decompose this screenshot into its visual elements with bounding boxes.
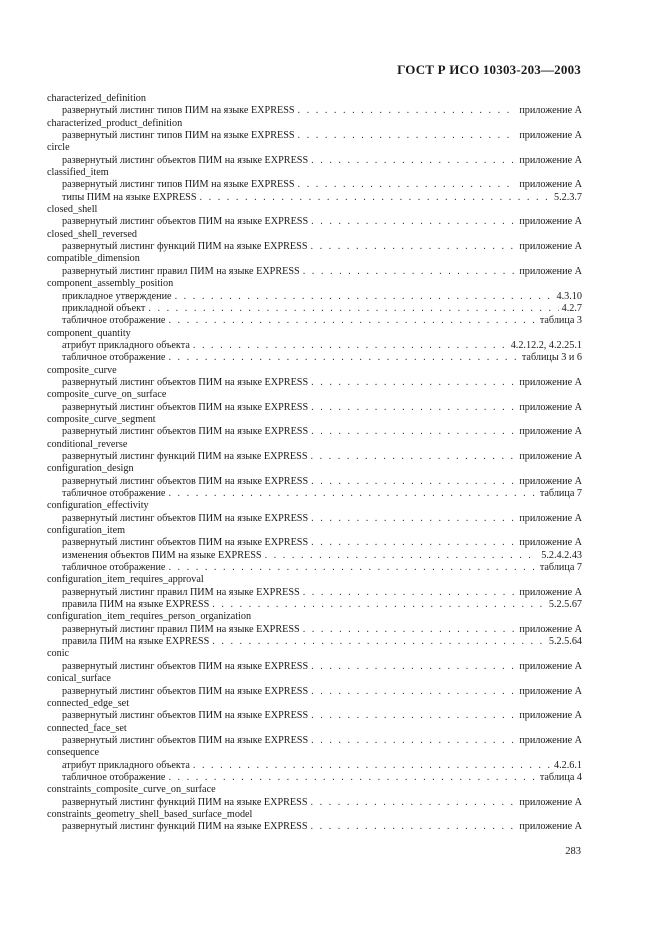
index-term: consequence <box>47 747 100 759</box>
entry-reference: 5.2.4.2.43 <box>541 549 582 561</box>
dot-leader <box>168 488 536 500</box>
index-entry <box>47 241 582 253</box>
index-entry <box>47 710 582 722</box>
entry-label: табличное отображение <box>62 315 166 327</box>
entry-label: табличное отображение <box>62 562 166 574</box>
subject-index <box>47 93 582 834</box>
index-term: constraints_geometry_shell_based_surface_model <box>47 808 253 820</box>
index-term: component_quantity <box>47 327 131 339</box>
dot-leader <box>310 821 516 833</box>
entry-reference: приложение А <box>519 376 582 388</box>
entry-label: атрибут прикладного объекта <box>62 759 190 771</box>
dot-leader <box>311 377 516 389</box>
index-term: configuration_item_requires_approval <box>47 574 204 586</box>
dot-leader <box>311 402 516 414</box>
entry-reference: 5.2.5.64 <box>548 636 582 648</box>
dot-leader <box>175 291 554 303</box>
index-term: configuration_design <box>47 463 134 475</box>
dot-leader <box>298 179 517 191</box>
dot-leader <box>148 303 558 315</box>
index-term: compatible_dimension <box>47 253 140 265</box>
index-entry <box>47 192 582 204</box>
index-entry <box>47 537 582 549</box>
entry-reference: приложение А <box>519 537 582 549</box>
dot-leader <box>298 130 517 142</box>
index-entry <box>47 105 582 117</box>
index-entry <box>47 636 582 648</box>
index-entry <box>47 735 582 747</box>
index-term: closed_shell_reversed <box>47 228 137 240</box>
index-term: constraints_composite_curve_on_surface <box>47 784 216 796</box>
entry-label: развернутый листинг типов ПИМ на языке EXPRESS <box>62 179 295 191</box>
index-term: component_assembly_position <box>47 278 174 290</box>
entry-reference: приложение А <box>519 475 582 487</box>
index-entry <box>47 352 582 364</box>
index-term: closed_shell <box>47 204 98 216</box>
index-term: characterized_product_definition <box>47 117 183 129</box>
dot-leader <box>311 686 516 698</box>
dot-leader <box>311 710 516 722</box>
entry-reference: приложение А <box>519 821 582 833</box>
entry-reference: 5.2.5.67 <box>548 599 582 611</box>
entry-reference: таблица 3 <box>539 315 582 327</box>
index-entry <box>47 587 582 599</box>
entry-label: типы ПИМ на языке EXPRESS <box>62 191 197 203</box>
entry-reference: таблицы 3 и 6 <box>521 352 582 364</box>
dot-leader <box>311 513 516 525</box>
page-number: 283 <box>565 846 581 857</box>
index-entry <box>47 797 582 809</box>
index-entry <box>47 821 582 833</box>
entry-label: прикладной объект <box>62 302 146 314</box>
entry-label: развернутый листинг функций ПИМ на языке EXPRESS <box>62 450 308 462</box>
entry-label: правила ПИМ на языке EXPRESS <box>62 636 210 648</box>
entry-reference: 4.2.7 <box>561 302 582 314</box>
entry-label: табличное отображение <box>62 352 166 364</box>
entry-label: развернутый листинг правил ПИМ на языке EXPRESS <box>62 586 300 598</box>
entry-label: развернутый листинг объектов ПИМ на языке EXPRESS <box>62 660 309 672</box>
dot-leader <box>303 624 517 636</box>
dot-leader <box>311 216 516 228</box>
entry-reference: 5.2.3.7 <box>553 191 582 203</box>
index-entry <box>47 624 582 636</box>
entry-label: развернутый листинг функций ПИМ на языке EXPRESS <box>62 241 308 253</box>
index-term: connected_face_set <box>47 722 127 734</box>
index-term: conic <box>47 648 70 660</box>
dot-leader <box>168 315 536 327</box>
entry-reference: таблица 4 <box>539 771 582 783</box>
index-entry <box>47 476 582 488</box>
index-entry <box>47 179 582 191</box>
entry-reference: 4.3.10 <box>556 290 582 302</box>
entry-label: развернутый листинг объектов ПИМ на языке EXPRESS <box>62 685 309 697</box>
entry-reference: приложение А <box>519 710 582 722</box>
dot-leader <box>311 735 516 747</box>
entry-reference: приложение А <box>519 105 582 117</box>
index-term: composite_curve <box>47 364 117 376</box>
entry-reference: приложение А <box>519 734 582 746</box>
dot-leader <box>303 587 517 599</box>
dot-leader <box>168 562 536 574</box>
dot-leader <box>212 599 546 611</box>
entry-reference: приложение А <box>519 426 582 438</box>
entry-label: развернутый листинг объектов ПИМ на языке EXPRESS <box>62 216 309 228</box>
entry-label: правила ПИМ на языке EXPRESS <box>62 599 210 611</box>
index-entry <box>47 426 582 438</box>
entry-label: развернутый листинг правил ПИМ на языке EXPRESS <box>62 265 300 277</box>
dot-leader <box>311 155 516 167</box>
entry-reference: таблица 7 <box>539 488 582 499</box>
entry-reference: приложение А <box>519 179 582 191</box>
entry-label: табличное отображение <box>62 488 166 499</box>
index-entry <box>47 340 582 352</box>
index-entry <box>47 377 582 389</box>
entry-reference: приложение А <box>519 623 582 635</box>
dot-leader <box>310 241 516 253</box>
index-entry <box>47 291 582 303</box>
entry-reference: приложение А <box>519 154 582 166</box>
index-term: composite_curve_on_surface <box>47 389 167 401</box>
entry-reference: приложение А <box>519 265 582 277</box>
index-term: composite_curve_segment <box>47 413 156 425</box>
index-term: configuration_item <box>47 525 126 537</box>
entry-reference: приложение А <box>519 512 582 524</box>
entry-label: развернутый листинг правил ПИМ на языке EXPRESS <box>62 623 300 635</box>
index-term: configuration_effectivity <box>47 500 149 512</box>
entry-label: развернутый листинг функций ПИМ на языке EXPRESS <box>62 821 308 833</box>
entry-reference: 4.2.12.2, 4.2.25.1 <box>510 339 582 351</box>
index-entry <box>47 315 582 327</box>
index-term: conical_surface <box>47 673 111 685</box>
dot-leader <box>200 192 551 204</box>
entry-label: изменения объектов ПИМ на языке EXPRESS <box>62 549 262 561</box>
entry-reference: приложение А <box>519 450 582 462</box>
entry-label: развернутый листинг объектов ПИМ на языке EXPRESS <box>62 426 309 438</box>
entry-label: развернутый листинг объектов ПИМ на языке EXPRESS <box>62 376 309 388</box>
entry-reference: приложение А <box>519 586 582 598</box>
index-entry <box>47 772 582 784</box>
index-entry <box>47 155 582 167</box>
entry-reference: приложение А <box>519 796 582 808</box>
entry-reference: приложение А <box>519 130 582 142</box>
index-entry <box>47 488 582 500</box>
dot-leader <box>311 661 516 673</box>
entry-label: развернутый листинг объектов ПИМ на языке EXPRESS <box>62 710 309 722</box>
dot-leader <box>168 352 518 364</box>
dot-leader <box>310 451 516 463</box>
entry-label: развернутый листинг объектов ПИМ на языке EXPRESS <box>62 154 309 166</box>
index-term: characterized_definition <box>47 93 146 104</box>
index-entry <box>47 760 582 772</box>
dot-leader <box>298 105 517 117</box>
dot-leader <box>168 772 536 784</box>
entry-label: развернутый листинг объектов ПИМ на языке EXPRESS <box>62 734 309 746</box>
index-entry <box>47 130 582 142</box>
index-entry <box>47 402 582 414</box>
index-entry <box>47 562 582 574</box>
entry-label: развернутый листинг объектов ПИМ на языке EXPRESS <box>62 512 309 524</box>
index-entry <box>47 303 582 315</box>
entry-reference: приложение А <box>519 401 582 413</box>
index-entry <box>47 686 582 698</box>
dot-leader <box>212 636 546 648</box>
dot-leader <box>311 476 516 488</box>
entry-label: развернутый листинг функций ПИМ на языке EXPRESS <box>62 796 308 808</box>
entry-label: развернутый листинг объектов ПИМ на языке EXPRESS <box>62 537 309 549</box>
entry-reference: приложение А <box>519 660 582 672</box>
page-header-title: ГОСТ Р ИСО 10303-203—2003 <box>397 62 581 77</box>
index-entry <box>47 513 582 525</box>
entry-label: развернутый листинг объектов ПИМ на языке EXPRESS <box>62 401 309 413</box>
dot-leader <box>193 340 508 352</box>
entry-reference: приложение А <box>519 685 582 697</box>
index-entry <box>47 550 582 562</box>
dot-leader <box>303 266 517 278</box>
entry-reference: таблица 7 <box>539 562 582 574</box>
entry-label: прикладное утверждение <box>62 290 172 302</box>
entry-label: развернутый листинг типов ПИМ на языке EXPRESS <box>62 105 295 117</box>
dot-leader <box>311 537 516 549</box>
index-entry <box>47 661 582 673</box>
dot-leader <box>265 550 539 562</box>
entry-label: развернутый листинг типов ПИМ на языке EXPRESS <box>62 130 295 142</box>
index-term: classified_item <box>47 167 109 179</box>
index-term: circle <box>47 142 70 154</box>
index-entry <box>47 599 582 611</box>
entry-label: атрибут прикладного объекта <box>62 339 190 351</box>
dot-leader <box>311 426 516 438</box>
entry-reference: 4.2.6.1 <box>553 759 582 771</box>
entry-reference: приложение А <box>519 216 582 228</box>
entry-label: табличное отображение <box>62 771 166 783</box>
entry-reference: приложение А <box>519 241 582 253</box>
index-entry <box>47 451 582 463</box>
index-term: conditional_reverse <box>47 438 128 450</box>
entry-label: развернутый листинг объектов ПИМ на языке EXPRESS <box>62 475 309 487</box>
dot-leader <box>310 797 516 809</box>
index-entry <box>47 216 582 228</box>
index-term: configuration_item_requires_person_organization <box>47 611 252 623</box>
index-entry <box>47 266 582 278</box>
dot-leader <box>193 760 551 772</box>
index-term: connected_edge_set <box>47 697 130 709</box>
